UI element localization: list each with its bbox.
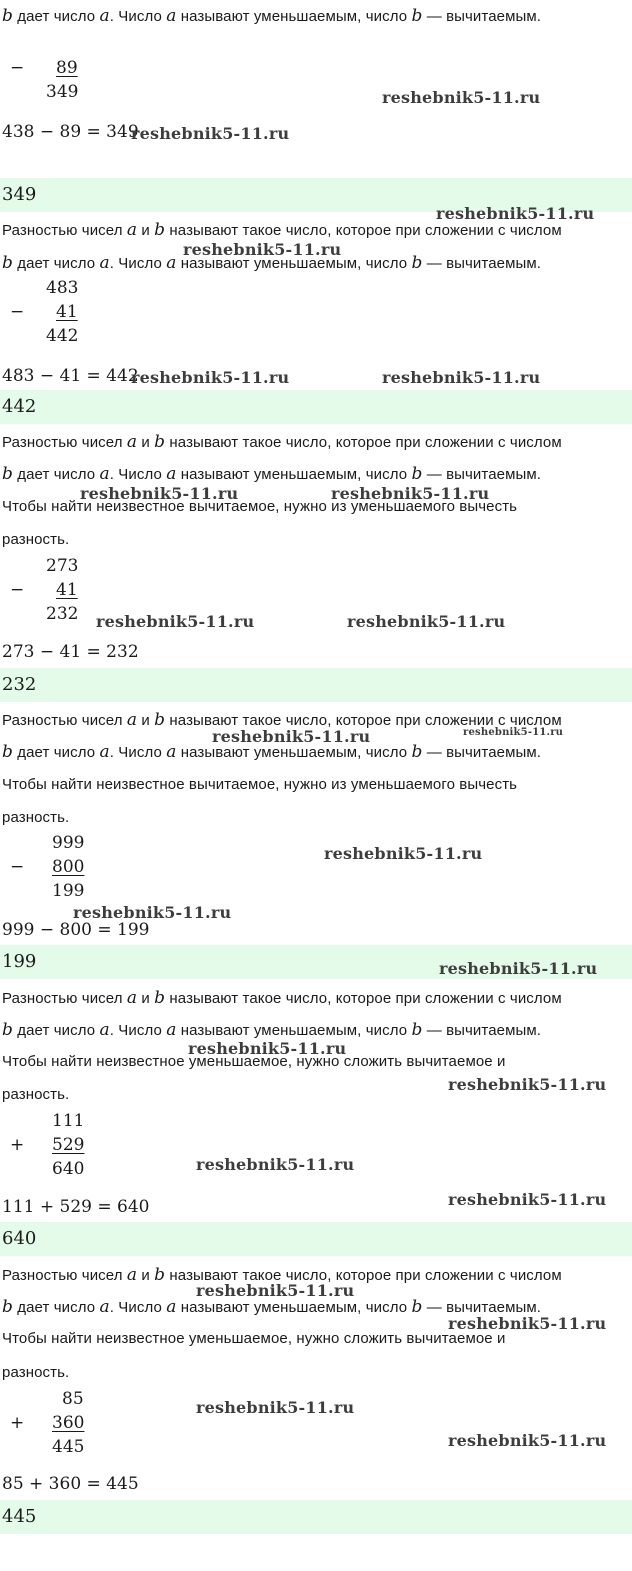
operation-sign: − <box>10 580 25 600</box>
text: называют такое число, которое при сложении с числом <box>169 990 562 1007</box>
operation-sign: + <box>10 1135 25 1155</box>
column-result: 640 <box>52 1159 85 1179</box>
watermark: reshebnik5-11.ru <box>448 1431 607 1450</box>
answer-band: 199 <box>0 945 632 979</box>
text: дает число <box>17 255 96 272</box>
watermark: reshebnik5-11.ru <box>439 959 598 978</box>
text: называют такое число, которое при сложении с числом <box>169 1267 562 1284</box>
column-top-operand: 999 <box>52 833 85 853</box>
text: Разностью чисел <box>2 712 123 729</box>
watermark: reshebnik5-11.ru <box>463 727 564 738</box>
text: . Число <box>109 744 162 761</box>
watermark: reshebnik5-11.ru <box>196 1281 355 1300</box>
watermark: reshebnik5-11.ru <box>73 903 232 922</box>
column-top-operand: 273 <box>46 556 79 576</box>
watermark: reshebnik5-11.ru <box>131 124 290 143</box>
rule-line-2: разность. <box>2 1364 70 1381</box>
definition-line-2 <box>2 1020 541 1040</box>
column-bottom-operand: 41 <box>56 580 78 600</box>
watermark: reshebnik5-11.ru <box>382 88 541 107</box>
var-a: a <box>166 6 177 26</box>
text: дает число <box>17 466 96 483</box>
operation-sign: − <box>10 302 25 322</box>
var-a: a <box>99 1020 110 1040</box>
var-a: a <box>166 253 177 273</box>
text: — вычитаемым. <box>426 255 542 272</box>
var-a: a <box>126 432 138 452</box>
watermark: reshebnik5-11.ru <box>436 204 595 223</box>
var-b: b <box>411 464 423 484</box>
rule-line-1: Чтобы найти неизвестное вычитаемое, нужно из уменьшаемого вычесть <box>2 498 518 515</box>
watermark: reshebnik5-11.ru <box>131 368 290 387</box>
text: Разностью чисел <box>2 1267 123 1284</box>
text: . Число <box>109 466 162 483</box>
var-a: a <box>99 464 110 484</box>
text: — вычитаемым. <box>426 1022 542 1039</box>
text: — вычитаемым. <box>426 8 542 25</box>
watermark: reshebnik5-11.ru <box>196 1155 355 1174</box>
text: называют такое число, которое при сложении с числом <box>169 434 562 451</box>
answer-band: 442 <box>0 390 632 424</box>
operation-sign: − <box>10 58 25 78</box>
watermark: reshebnik5-11.ru <box>196 1398 355 1417</box>
watermark: reshebnik5-11.ru <box>448 1190 607 1209</box>
text: называют уменьшаемым, число <box>180 466 408 483</box>
var-a: a <box>166 1020 177 1040</box>
watermark: reshebnik5-11.ru <box>382 368 541 387</box>
text: дает число <box>17 8 96 25</box>
equation: 438 − 89 = 349 <box>2 122 139 142</box>
column-bottom-operand: 41 <box>56 302 78 322</box>
definition-line-1 <box>2 432 562 452</box>
answer-band: 232 <box>0 668 632 702</box>
text: и <box>141 712 150 729</box>
column-bottom-operand: 360 <box>52 1413 85 1433</box>
text: — вычитаемым. <box>426 1299 542 1316</box>
text: — вычитаемым. <box>426 466 542 483</box>
var-a: a <box>126 1265 138 1285</box>
watermark: reshebnik5-11.ru <box>347 612 506 631</box>
watermark: reshebnik5-11.ru <box>212 727 371 746</box>
var-a: a <box>99 253 110 273</box>
text: Разностью чисел <box>2 990 123 1007</box>
var-b: b <box>154 432 166 452</box>
text: Разностью чисел <box>2 434 123 451</box>
column-bottom-operand: 529 <box>52 1135 85 1155</box>
definition-line-2 <box>2 464 541 484</box>
equation: 999 − 800 = 199 <box>2 920 150 940</box>
text: называют уменьшаемым, число <box>180 1299 408 1316</box>
watermark: reshebnik5-11.ru <box>448 1314 607 1333</box>
equation: 273 − 41 = 232 <box>2 642 139 662</box>
var-b: b <box>154 1265 166 1285</box>
text: называют такое число, которое при сложении с числом <box>169 222 562 239</box>
text: . Число <box>109 8 162 25</box>
rule-line-1: Чтобы найти неизвестное вычитаемое, нужно из уменьшаемого вычесть <box>2 776 518 793</box>
var-a: a <box>126 988 138 1008</box>
watermark: reshebnik5-11.ru <box>324 844 483 863</box>
answer-band: 349 <box>0 178 632 212</box>
var-b: b <box>154 988 166 1008</box>
column-result: 232 <box>46 604 79 624</box>
var-b: b <box>411 1020 423 1040</box>
var-a: a <box>166 464 177 484</box>
column-top-operand: 111 <box>52 1111 85 1131</box>
text: дает число <box>17 1299 96 1316</box>
column-top-operand: 483 <box>46 278 79 298</box>
equation: 483 − 41 = 442 <box>2 366 139 386</box>
definition-line-2 <box>2 6 541 26</box>
text: и <box>141 990 150 1007</box>
text: — вычитаемым. <box>426 744 542 761</box>
text: . Число <box>109 1022 162 1039</box>
text: дает число <box>17 1022 96 1039</box>
watermark: reshebnik5-11.ru <box>80 484 239 503</box>
rule-line-1: Чтобы найти неизвестное уменьшаемое, нужно сложить вычитаемое и <box>2 1053 506 1070</box>
var-b: b <box>2 1020 13 1040</box>
answer-band: 640 <box>0 1222 632 1256</box>
column-top-operand: 85 <box>62 1389 84 1409</box>
text: и <box>141 222 150 239</box>
text: называют уменьшаемым, число <box>180 255 408 272</box>
definition-line-1 <box>2 988 562 1008</box>
var-b: b <box>2 6 13 26</box>
var-b: b <box>2 253 13 273</box>
column-result: 445 <box>52 1437 85 1457</box>
text: и <box>141 434 150 451</box>
rule-line-1: Чтобы найти неизвестное уменьшаемое, нужно сложить вычитаемое и <box>2 1330 506 1347</box>
var-a: a <box>166 1297 177 1317</box>
var-a: a <box>99 6 110 26</box>
var-b: b <box>411 253 423 273</box>
var-b: b <box>2 464 13 484</box>
operation-sign: − <box>10 857 25 877</box>
var-b: b <box>2 1297 13 1317</box>
column-bottom-operand: 800 <box>52 857 85 877</box>
var-a: a <box>166 742 177 762</box>
operation-sign: + <box>10 1413 25 1433</box>
var-b: b <box>411 6 423 26</box>
watermark: reshebnik5-11.ru <box>331 484 490 503</box>
column-bottom-operand: 89 <box>56 58 78 78</box>
text: называют уменьшаемым, число <box>180 8 408 25</box>
equation: 111 + 529 = 640 <box>2 1197 150 1217</box>
text: Разностью чисел <box>2 222 123 239</box>
var-b: b <box>411 742 423 762</box>
text: дает число <box>17 744 96 761</box>
rule-line-2: разность. <box>2 531 70 548</box>
var-a: a <box>99 1297 110 1317</box>
text: . Число <box>109 1299 162 1316</box>
text: называют такое число, которое при сложении с числом <box>169 712 562 729</box>
rule-line-2: разность. <box>2 809 70 826</box>
equation: 85 + 360 = 445 <box>2 1474 139 1494</box>
watermark: reshebnik5-11.ru <box>96 612 255 631</box>
text: называют уменьшаемым, число <box>180 744 408 761</box>
text: называют уменьшаемым, число <box>180 1022 408 1039</box>
watermark: reshebnik5-11.ru <box>183 240 342 259</box>
var-b: b <box>2 742 13 762</box>
var-a: a <box>99 742 110 762</box>
text: . Число <box>109 255 162 272</box>
watermark: reshebnik5-11.ru <box>448 1075 607 1094</box>
var-b: b <box>154 710 166 730</box>
var-b: b <box>411 1297 423 1317</box>
var-b: b <box>154 220 166 240</box>
text: и <box>141 1267 150 1284</box>
rule-line-2: разность. <box>2 1086 70 1103</box>
answer-band: 445 <box>0 1500 632 1534</box>
column-result: 349 <box>46 82 79 102</box>
column-result: 199 <box>52 881 85 901</box>
column-result: 442 <box>46 326 79 346</box>
var-a: a <box>126 710 138 730</box>
definition-line-1 <box>2 220 562 240</box>
watermark: reshebnik5-11.ru <box>188 1039 347 1058</box>
var-a: a <box>126 220 138 240</box>
